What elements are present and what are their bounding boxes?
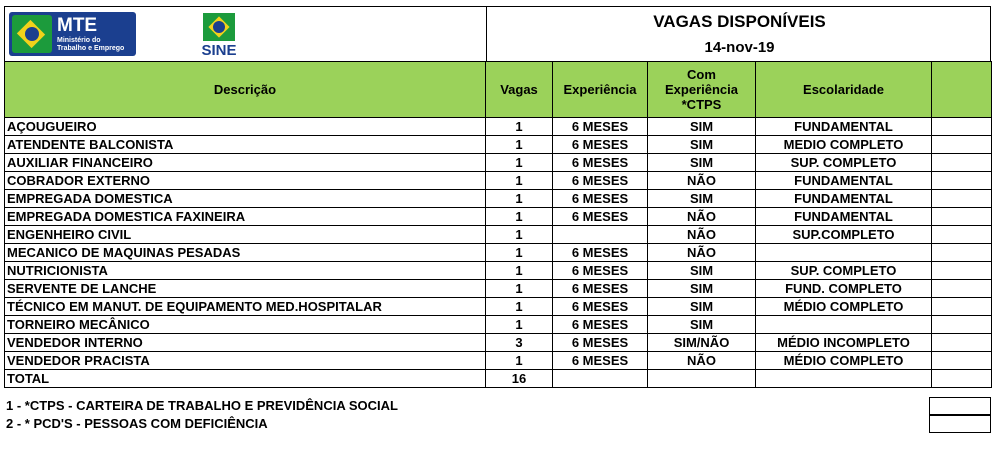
total-value: 16 [486, 370, 553, 388]
table-cell: SIM [648, 316, 756, 334]
report-header [4, 6, 991, 61]
footnote-ctps: 1 - *CTPS - CARTEIRA DE TRABALHO E PREVIDÊNCIA SOCIAL [6, 398, 398, 413]
table-cell [932, 136, 992, 154]
table-cell [932, 280, 992, 298]
column-header-experiencia: Experiência [553, 62, 648, 118]
table-cell [932, 262, 992, 280]
table-cell: SIM [648, 190, 756, 208]
table-cell: 6 MESES [553, 280, 648, 298]
table-cell: FUNDAMENTAL [756, 190, 932, 208]
table-cell [932, 190, 992, 208]
table-row [5, 280, 992, 298]
table-cell: SIM [648, 136, 756, 154]
table-cell: AUXILIAR FINANCEIRO [5, 154, 486, 172]
table-header-row [5, 62, 992, 118]
table-cell: SUP. COMPLETO [756, 154, 932, 172]
table-row [5, 208, 992, 226]
table-cell [932, 208, 992, 226]
table-cell: 6 MESES [553, 154, 648, 172]
footnotes [6, 397, 398, 433]
column-header-descricao: Descrição [5, 62, 486, 118]
side-box [929, 397, 991, 415]
table-cell: 1 [486, 244, 553, 262]
table-cell: COBRADOR EXTERNO [5, 172, 486, 190]
table-row [5, 118, 992, 136]
vacancies-table [4, 61, 992, 388]
table-row [5, 316, 992, 334]
table-cell: EMPREGADA DOMESTICA FAXINEIRA [5, 208, 486, 226]
table-cell: 1 [486, 118, 553, 136]
table-cell [932, 226, 992, 244]
table-cell: 6 MESES [553, 208, 648, 226]
table-cell: NÃO [648, 352, 756, 370]
sine-flag-icon [203, 13, 235, 41]
mte-logo-subtitle: Ministério do Trabalho e Emprego [57, 37, 125, 52]
table-row [5, 334, 992, 352]
table-cell: 1 [486, 190, 553, 208]
table-cell: 1 [486, 352, 553, 370]
sine-logo [193, 13, 245, 61]
table-row [5, 172, 992, 190]
mte-logo [9, 12, 136, 56]
table-row [5, 154, 992, 172]
table-cell [932, 154, 992, 172]
table-cell: 1 [486, 136, 553, 154]
table-cell: 1 [486, 280, 553, 298]
table-cell [756, 316, 932, 334]
table-cell: SIM [648, 280, 756, 298]
page-title: VAGAS DISPONÍVEIS [653, 12, 826, 31]
mte-logo-text: MTE [57, 15, 98, 36]
table-cell: TÉCNICO EM MANUT. DE EQUIPAMENTO MED.HOSPITALAR [5, 298, 486, 316]
table-cell: MEDIO COMPLETO [756, 136, 932, 154]
table-cell: SUP. COMPLETO [756, 262, 932, 280]
table-cell [932, 352, 992, 370]
table-cell [553, 370, 648, 388]
table-cell: VENDEDOR INTERNO [5, 334, 486, 352]
table-cell: SIM [648, 154, 756, 172]
table-cell [756, 370, 932, 388]
table-cell [648, 370, 756, 388]
table-row [5, 262, 992, 280]
table-cell: 6 MESES [553, 298, 648, 316]
table-cell [932, 172, 992, 190]
table-cell: SIM [648, 262, 756, 280]
table-cell: MÉDIO COMPLETO [756, 352, 932, 370]
table-cell: 6 MESES [553, 172, 648, 190]
table-cell: SERVENTE DE LANCHE [5, 280, 486, 298]
table-cell: 1 [486, 226, 553, 244]
table-cell [932, 244, 992, 262]
logo-area [5, 7, 486, 62]
table-row [5, 226, 992, 244]
table-cell: AÇOUGUEIRO [5, 118, 486, 136]
table-cell: 6 MESES [553, 352, 648, 370]
table-cell: 1 [486, 316, 553, 334]
table-cell: SIM/NÃO [648, 334, 756, 352]
table-cell: FUNDAMENTAL [756, 118, 932, 136]
table-cell: SIM [648, 118, 756, 136]
table-cell [553, 226, 648, 244]
sine-logo-text: SINE [201, 42, 237, 59]
table-cell: 6 MESES [553, 316, 648, 334]
table-cell: 6 MESES [553, 118, 648, 136]
table-cell: 6 MESES [553, 334, 648, 352]
table-cell: 3 [486, 334, 553, 352]
table-cell: 1 [486, 298, 553, 316]
column-header-escolaridade: Escolaridade [756, 62, 932, 118]
table-cell [932, 334, 992, 352]
table-cell [756, 244, 932, 262]
table-cell: NÃO [648, 172, 756, 190]
table-cell: 6 MESES [553, 244, 648, 262]
table-cell: SUP.COMPLETO [756, 226, 932, 244]
table-cell: MÉDIO COMPLETO [756, 298, 932, 316]
table-cell: SIM [648, 298, 756, 316]
table-cell: FUND. COMPLETO [756, 280, 932, 298]
table-cell: ATENDENTE BALCONISTA [5, 136, 486, 154]
table-cell: NÃO [648, 208, 756, 226]
table-row [5, 190, 992, 208]
table-cell: 6 MESES [553, 136, 648, 154]
total-label: TOTAL [5, 370, 486, 388]
table-cell [932, 298, 992, 316]
table-cell: EMPREGADA DOMESTICA [5, 190, 486, 208]
table-cell: VENDEDOR PRACISTA [5, 352, 486, 370]
table-cell: MECANICO DE MAQUINAS PESADAS [5, 244, 486, 262]
table-cell: NUTRICIONISTA [5, 262, 486, 280]
table-cell: MÉDIO INCOMPLETO [756, 334, 932, 352]
table-cell: 1 [486, 154, 553, 172]
footnote-pcd: 2 - * PCD'S - PESSOAS COM DEFICIÊNCIA [6, 416, 268, 431]
table-cell: 6 MESES [553, 190, 648, 208]
table-row [5, 352, 992, 370]
table-cell [932, 316, 992, 334]
column-header-blank [932, 62, 992, 118]
column-header-ctps: Com Experiência *CTPS [648, 62, 756, 118]
table-cell [932, 118, 992, 136]
table-cell: FUNDAMENTAL [756, 172, 932, 190]
table-row [5, 244, 992, 262]
table-cell: ENGENHEIRO CIVIL [5, 226, 486, 244]
table-cell: TORNEIRO MECÂNICO [5, 316, 486, 334]
table-cell: 1 [486, 208, 553, 226]
column-header-vagas: Vagas [486, 62, 553, 118]
table-row [5, 298, 992, 316]
table-cell: FUNDAMENTAL [756, 208, 932, 226]
total-row [5, 370, 992, 388]
table-cell [932, 370, 992, 388]
table-cell: NÃO [648, 244, 756, 262]
report-date: 14-nov-19 [704, 39, 775, 56]
table-cell: NÃO [648, 226, 756, 244]
table-cell: 1 [486, 172, 553, 190]
brazil-flag-icon [12, 15, 52, 53]
table-cell: 6 MESES [553, 262, 648, 280]
table-row [5, 136, 992, 154]
title-cell [486, 7, 992, 62]
side-box [929, 415, 991, 433]
table-cell: 1 [486, 262, 553, 280]
